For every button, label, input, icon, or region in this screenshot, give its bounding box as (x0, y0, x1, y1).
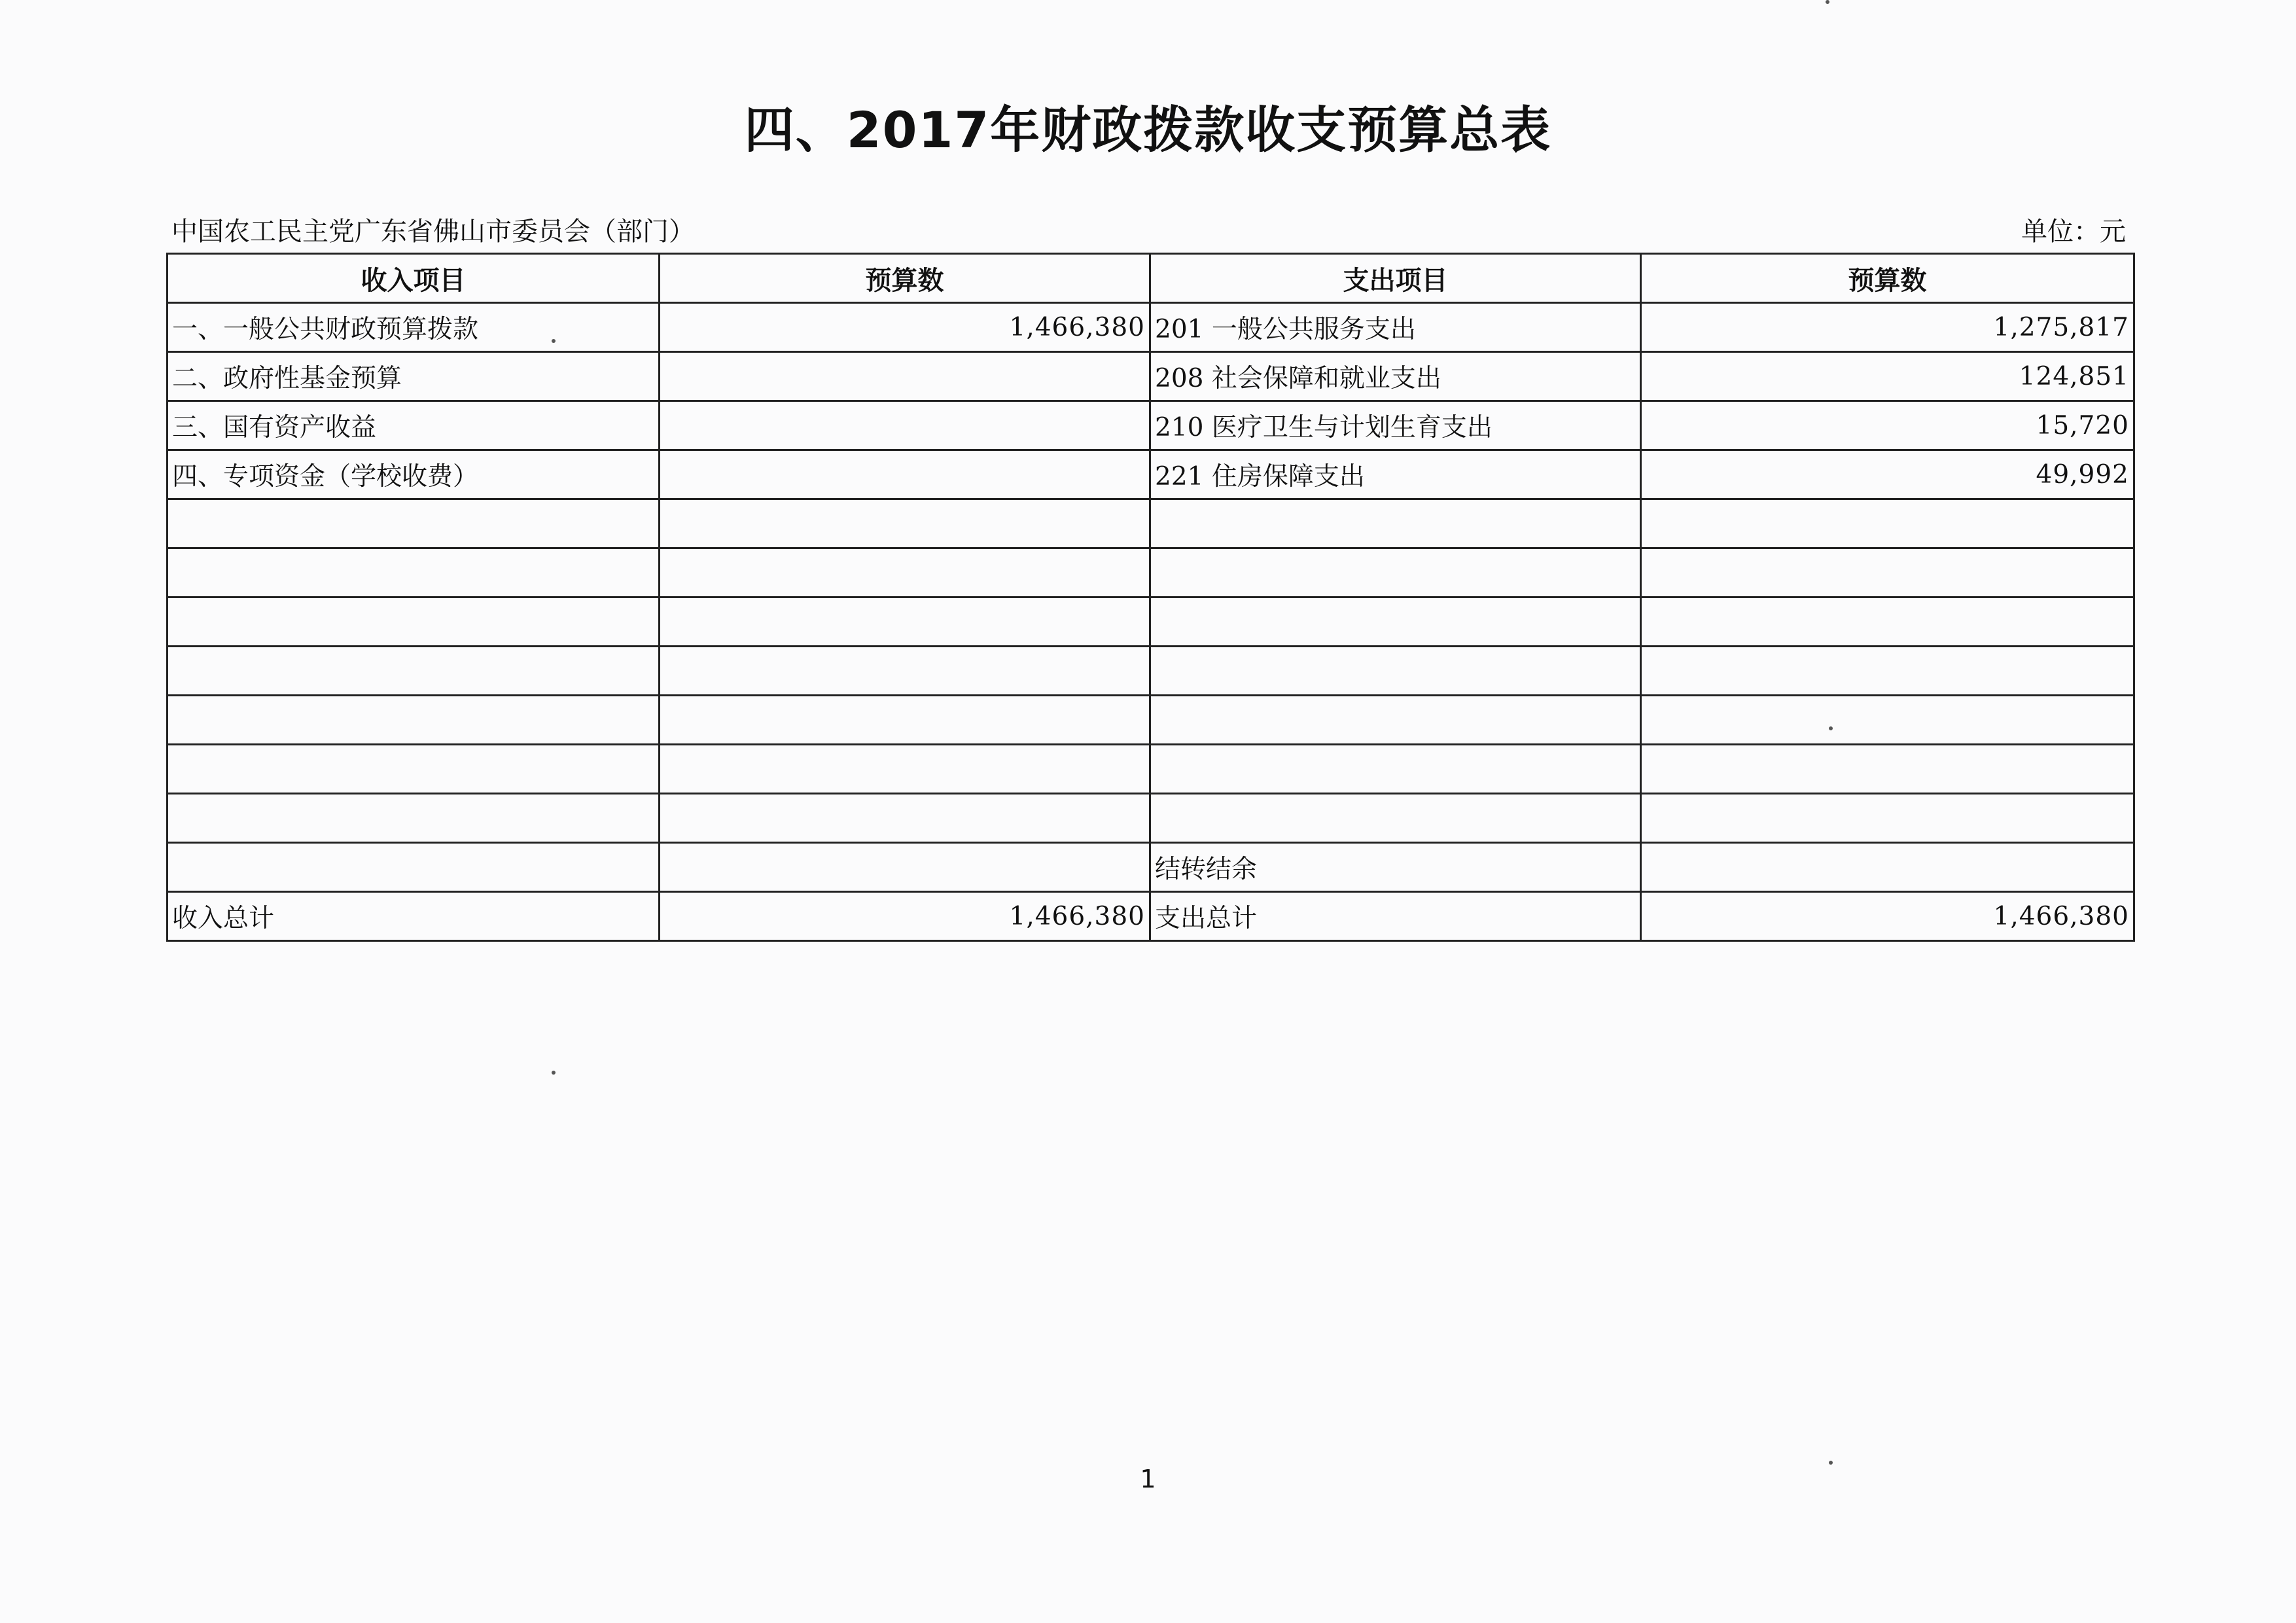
expense-budget-cell (1641, 843, 2134, 892)
header-expense-budget: 预算数 (1641, 254, 2134, 303)
unit-label: 单位：元 (2021, 217, 2126, 247)
total-row (168, 892, 2134, 941)
income-total-label: 收入总计 (168, 892, 660, 941)
income-budget-cell (660, 794, 1150, 843)
expense-budget-cell (1641, 597, 2134, 647)
expense-budget-cell (1641, 696, 2134, 745)
income-item-cell (168, 843, 660, 892)
expense-total-label: 支出总计 (1150, 892, 1641, 941)
income-item-cell (168, 647, 660, 696)
income-budget-cell (660, 352, 1150, 401)
header-income-item: 收入项目 (168, 254, 660, 303)
table-row (168, 499, 2134, 548)
expense-item-cell (1150, 794, 1641, 843)
income-item-cell (168, 794, 660, 843)
expense-item-cell (1150, 696, 1641, 745)
income-item-cell (168, 696, 660, 745)
income-item-cell: 一、一般公共财政预算拨款 (168, 303, 660, 352)
income-budget-cell (660, 548, 1150, 597)
expense-item-cell: 221 住房保障支出 (1150, 450, 1641, 499)
table-row (168, 696, 2134, 745)
income-item-cell: 四、专项资金（学校收费） (168, 450, 660, 499)
table-row (168, 303, 2134, 352)
table-header-row (168, 254, 2134, 303)
expense-item-cell: 210 医疗卫生与计划生育支出 (1150, 401, 1641, 450)
expense-budget-cell (1641, 499, 2134, 548)
expense-budget-cell (1641, 794, 2134, 843)
budget-table (166, 253, 2135, 942)
expense-item-cell: 208 社会保障和就业支出 (1150, 352, 1641, 401)
expense-item-cell (1150, 597, 1641, 647)
expense-budget-cell: 124,851 (1641, 352, 2134, 401)
page-title: 四、2017年财政拨款收支预算总表 (744, 101, 1552, 159)
expense-item-cell (1150, 745, 1641, 794)
expense-item-cell (1150, 499, 1641, 548)
header-income-budget: 预算数 (660, 254, 1150, 303)
income-total-value: 1,466,380 (660, 892, 1150, 941)
income-item-cell (168, 499, 660, 548)
scan-speck (1829, 1461, 1833, 1465)
scan-speck (552, 1071, 556, 1075)
scan-speck (1829, 726, 1833, 730)
income-budget-cell (660, 401, 1150, 450)
expense-budget-cell (1641, 745, 2134, 794)
income-budget-cell (660, 696, 1150, 745)
income-item-cell: 三、国有资产收益 (168, 401, 660, 450)
table-row (168, 401, 2134, 450)
scan-speck (552, 339, 556, 343)
income-budget-cell (660, 843, 1150, 892)
expense-budget-cell (1641, 647, 2134, 696)
table-row (168, 647, 2134, 696)
income-budget-cell (660, 647, 1150, 696)
table-row (168, 352, 2134, 401)
income-budget-cell (660, 597, 1150, 647)
expense-item-cell (1150, 548, 1641, 597)
table-row (168, 548, 2134, 597)
expense-item-cell: 201 一般公共服务支出 (1150, 303, 1641, 352)
expense-item-cell (1150, 647, 1641, 696)
table-row (168, 745, 2134, 794)
income-budget-cell (660, 499, 1150, 548)
scan-speck (1826, 0, 1829, 4)
table-row (168, 597, 2134, 647)
income-budget-cell (660, 745, 1150, 794)
income-item-cell (168, 597, 660, 647)
page-number: 1 (1140, 1465, 1156, 1493)
income-item-cell (168, 745, 660, 794)
expense-budget-cell: 1,275,817 (1641, 303, 2134, 352)
income-budget-cell: 1,466,380 (660, 303, 1150, 352)
income-budget-cell (660, 450, 1150, 499)
organization-label: 中国农工民主党广东省佛山市委员会（部门） (171, 217, 695, 247)
table-row (168, 843, 2134, 892)
table-row (168, 450, 2134, 499)
header-expense-item: 支出项目 (1150, 254, 1641, 303)
expense-total-value: 1,466,380 (1641, 892, 2134, 941)
expense-item-cell: 结转结余 (1150, 843, 1641, 892)
income-item-cell: 二、政府性基金预算 (168, 352, 660, 401)
expense-budget-cell: 15,720 (1641, 401, 2134, 450)
expense-budget-cell: 49,992 (1641, 450, 2134, 499)
income-item-cell (168, 548, 660, 597)
expense-budget-cell (1641, 548, 2134, 597)
table-row (168, 794, 2134, 843)
